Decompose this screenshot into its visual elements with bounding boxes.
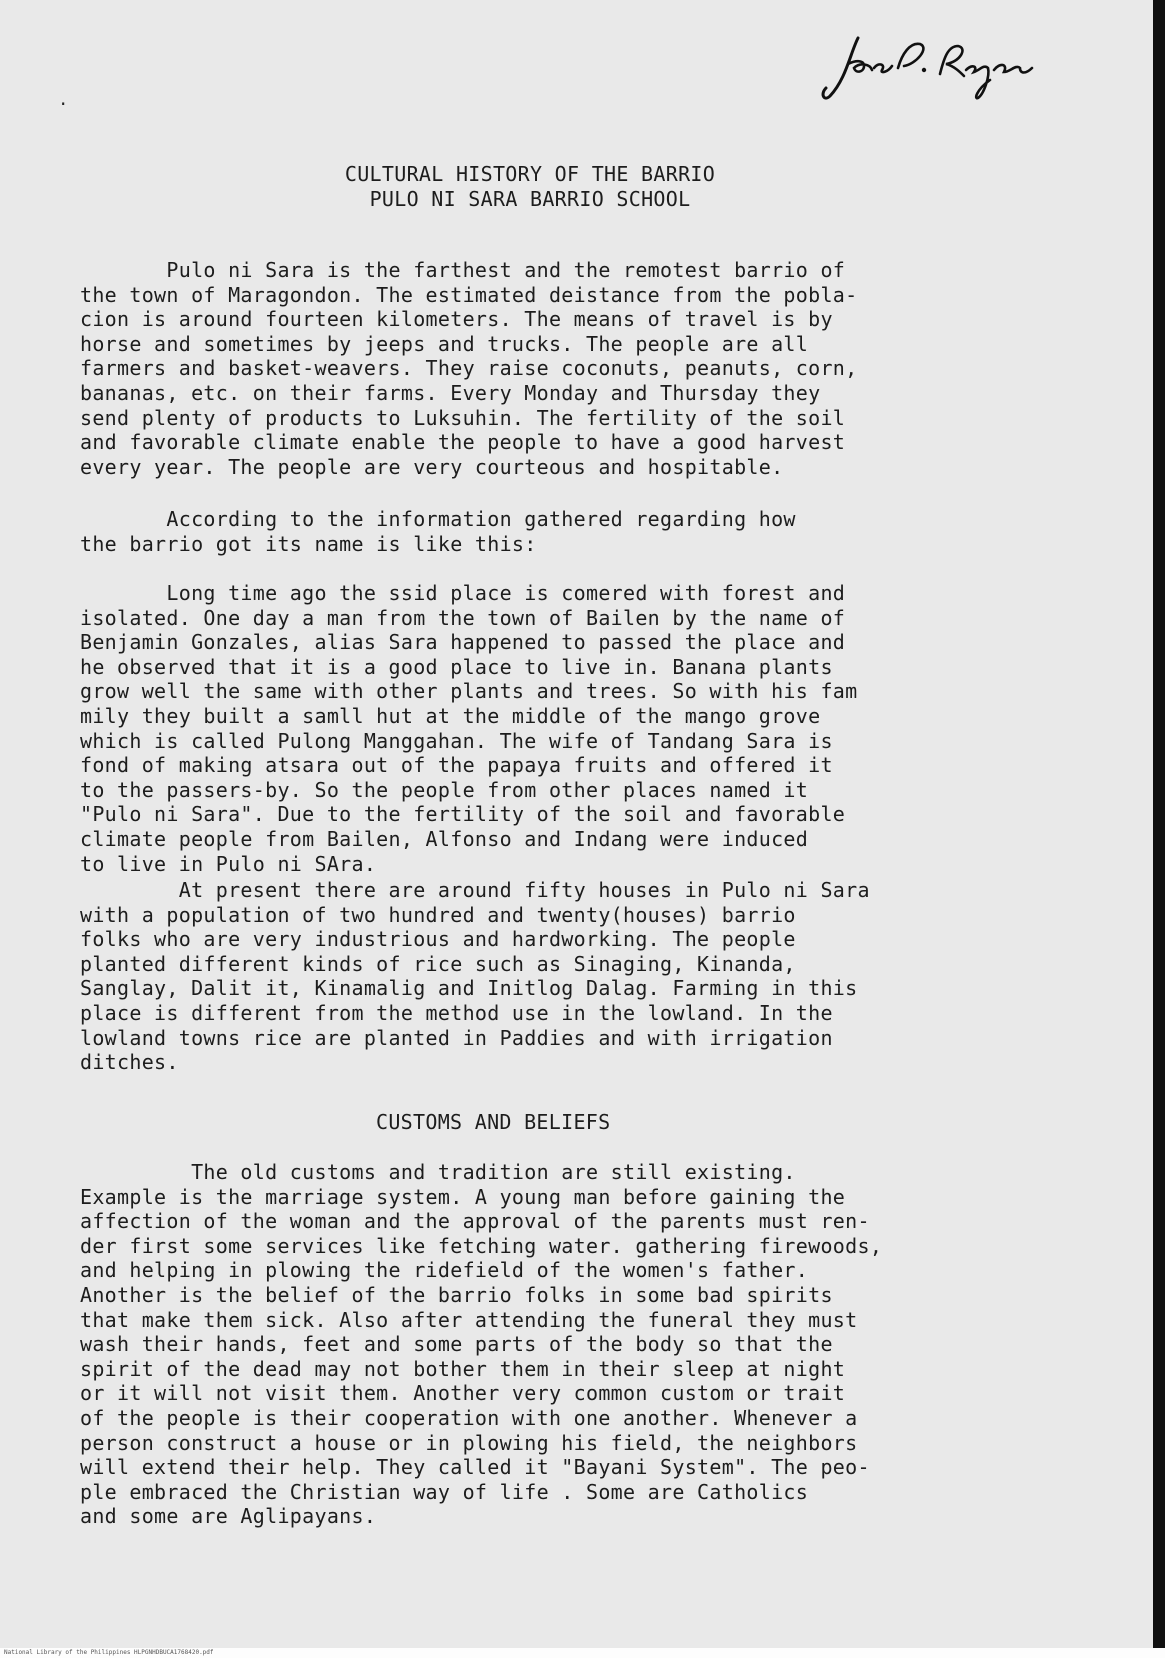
paragraph-legend [80, 581, 1100, 876]
text-line: lowland towns rice are planted in Paddies and with irrigation [80, 1025, 833, 1050]
text-line: or it will not visit them. Another very common custom or trait [80, 1381, 846, 1406]
paragraph-name-origin-intro [80, 507, 1100, 556]
signature [820, 24, 1060, 114]
text-line: and some are Aglipayans. [80, 1504, 377, 1529]
text-line: cion is around fourteen kilometers. The means of travel is by [80, 307, 833, 332]
text-line: will extend their help. They called it "Bayani System". The peo- [80, 1455, 870, 1480]
text-line: spirit of the dead may not bother them in their sleep at night [80, 1356, 846, 1381]
text-line: with a population of two hundred and twenty(houses) barrio [80, 902, 796, 927]
scan-border [1153, 0, 1165, 1658]
text-line: to live in Pulo ni SAra. [80, 851, 377, 876]
text-line: which is called Pulong Manggahan. The wife of Tandang Sara is [80, 728, 833, 753]
text-line: Long time ago the ssid place is comered with forest and [80, 581, 846, 605]
text-line: The old customs and tradition are still existing. [80, 1160, 796, 1184]
text-line: horse and sometimes by jeeps and trucks. The people are all [80, 331, 809, 356]
text-line: Pulo ni Sara is the farthest and the remotest barrio of [80, 258, 846, 282]
text-line: ple embraced the Christian way of life . Some are Catholics [80, 1479, 809, 1504]
text-line: of the people is their cooperation with one another. Whenever a [80, 1405, 858, 1430]
text-line: to the passers-by. So the people from other places named it [80, 777, 809, 802]
section-heading-customs: CUSTOMS AND BELIEFS [376, 1110, 611, 1134]
scan-footer: National Library of the Philippines HLPGNHDBUCA1768420.pdf [0, 1648, 1165, 1658]
text-line: folks who are very industrious and hardworking. The people [80, 927, 796, 952]
text-line: planted different kinds of rice such as Sinaging, Kinanda, [80, 951, 796, 976]
paragraph-intro [80, 258, 1100, 479]
text-line: At present there are around fifty houses in Pulo ni Sara [80, 878, 870, 902]
text-line: and helping in plowing the ridefield of the women's father. [80, 1258, 809, 1283]
title-line-2: PULO NI SARA BARRIO SCHOOL [369, 186, 691, 211]
stray-mark: · [60, 92, 67, 116]
text-line: "Pulo ni Sara". Due to the fertility of the soil and favorable [80, 802, 846, 827]
paragraph-customs [80, 1160, 1100, 1529]
text-line: person construct a house or in plowing his field, the neighbors [80, 1430, 858, 1455]
text-line: According to the information gathered regarding how [80, 507, 796, 531]
text-line: and favorable climate enable the people to have a good harvest [80, 430, 846, 455]
title-line-1: CULTURAL HISTORY OF THE BARRIO [344, 162, 716, 186]
text-line: he observed that it is a good place to live in. Banana plants [80, 654, 833, 679]
text-line: ditches. [80, 1050, 179, 1075]
text-line: every year. The people are very courteous and hospitable. [80, 454, 784, 479]
text-line: grow well the same with other plants and trees. So with his fam [80, 679, 858, 704]
text-line: climate people from Bailen, Alfonso and Indang were induced [80, 826, 809, 851]
text-line: mily they built a samll hut at the middle of the mango grove [80, 703, 821, 728]
text-line: farmers and basket-weavers. They raise coconuts, peanuts, corn, [80, 356, 858, 381]
text-line: Sanglay, Dalit it, Kinamalig and Initlog Dalag. Farming in this [80, 976, 858, 1001]
text-line: Example is the marriage system. A young man before gaining the [80, 1184, 846, 1209]
text-line: the town of Maragondon. The estimated deistance from the pobla- [80, 282, 858, 307]
text-line: the barrio got its name is like this: [80, 531, 537, 556]
text-line: send plenty of products to Luksuhin. The fertility of the soil [80, 405, 846, 430]
text-line: that make them sick. Also after attending the funeral they must [80, 1307, 858, 1332]
text-line: isolated. One day a man from the town of Bailen by the name of [80, 605, 846, 630]
text-line: bananas, etc. on their farms. Every Monday and Thursday they [80, 380, 821, 405]
document-title [290, 162, 770, 211]
text-line: place is different from the method use in the lowland. In the [80, 1000, 833, 1025]
text-line: Another is the belief of the barrio folks in some bad spirits [80, 1282, 833, 1307]
text-line: Benjamin Gonzales, alias Sara happened to passed the place and [80, 630, 846, 655]
text-line: der first some services like fetching water. gathering firewoods, [80, 1233, 883, 1258]
paragraph-present [80, 878, 1100, 1075]
text-line: wash their hands, feet and some parts of the body so that the [80, 1332, 833, 1357]
text-line: fond of making atsara out of the papaya fruits and offered it [80, 753, 833, 778]
text-line: affection of the woman and the approval of the parents must ren- [80, 1209, 870, 1234]
